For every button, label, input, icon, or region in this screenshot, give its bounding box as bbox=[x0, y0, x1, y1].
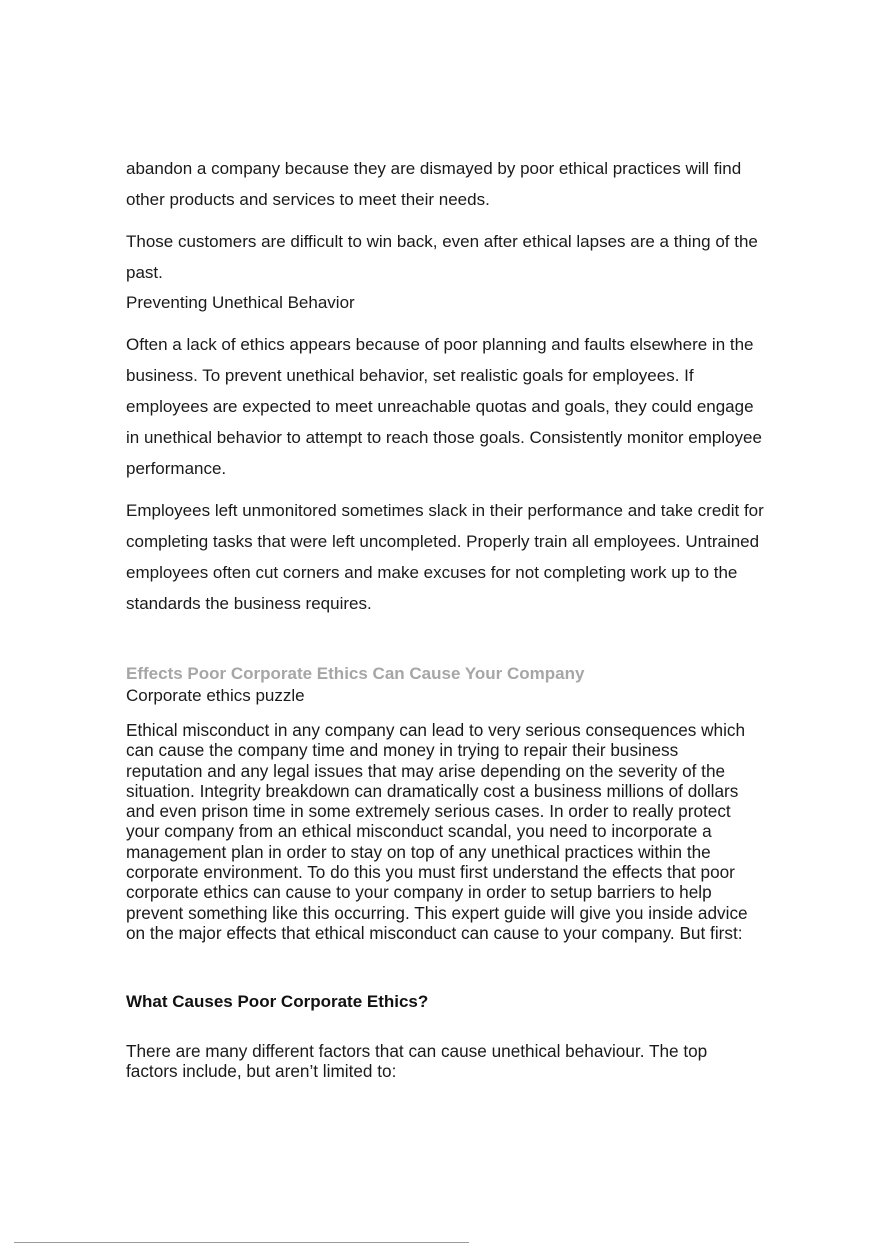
heading-what-causes-poor-corporate-ethics: What Causes Poor Corporate Ethics? bbox=[126, 992, 429, 1011]
paragraph-employees-unmonitored: Employees left unmonitored sometimes slack in their performance and take credit for completing tasks that were left uncompleted. Properly train all employees. Untrained employees often cut corners and make excuses for not completing work up to the standards the business requires. bbox=[126, 501, 764, 613]
paragraph-customers-win-back: Those customers are difficult to win back, even after ethical lapses are a thing of the past. bbox=[126, 232, 758, 282]
paragraph-customers-abandon: abandon a company because they are dismayed by poor ethical practices will find other products and services to meet their needs. bbox=[126, 159, 742, 209]
heading-preventing-unethical-behavior: Preventing Unethical Behavior bbox=[126, 293, 355, 312]
paragraph-ethical-misconduct: Ethical misconduct in any company can lead to very serious consequences which can cause the company time and money in trying to repair their business reputation and any legal issues that may arise depending on the severity of the situation. Integrity breakdown can dramatically cost a business millions of dollars and even prison time in some extremely serious cases. In order to really protect your company from an ethical misconduct scandal, you need to incorporate a management plan in order to stay on top of any unethical practices within the corporate environment. To do this you must first understand the effects that poor corporate ethics can cause to your company in order to setup barriers to help prevent something like this occurring. This expert guide will give you inside advice on the major effects that ethical misconduct can cause to your company. But first: bbox=[126, 720, 748, 943]
paragraph-lack-of-ethics: Often a lack of ethics appears because of poor planning and faults elsewhere in the business. To prevent unethical behavior, set realistic goals for employees. If employees are expected to meet unreachable quotas and goals, they could engage in unethical behavior to attempt to reach those goals. Consistently monitor employee performance. bbox=[126, 335, 762, 478]
image-caption-corporate-ethics-puzzle: Corporate ethics puzzle bbox=[126, 686, 305, 705]
paragraph-many-factors: There are many different factors that can cause unethical behaviour. The top factors include, but aren’t limited to: bbox=[126, 1041, 708, 1082]
heading-effects-poor-corporate-ethics: Effects Poor Corporate Ethics Can Cause Your Company bbox=[126, 664, 585, 683]
footer-divider bbox=[14, 1242, 469, 1243]
